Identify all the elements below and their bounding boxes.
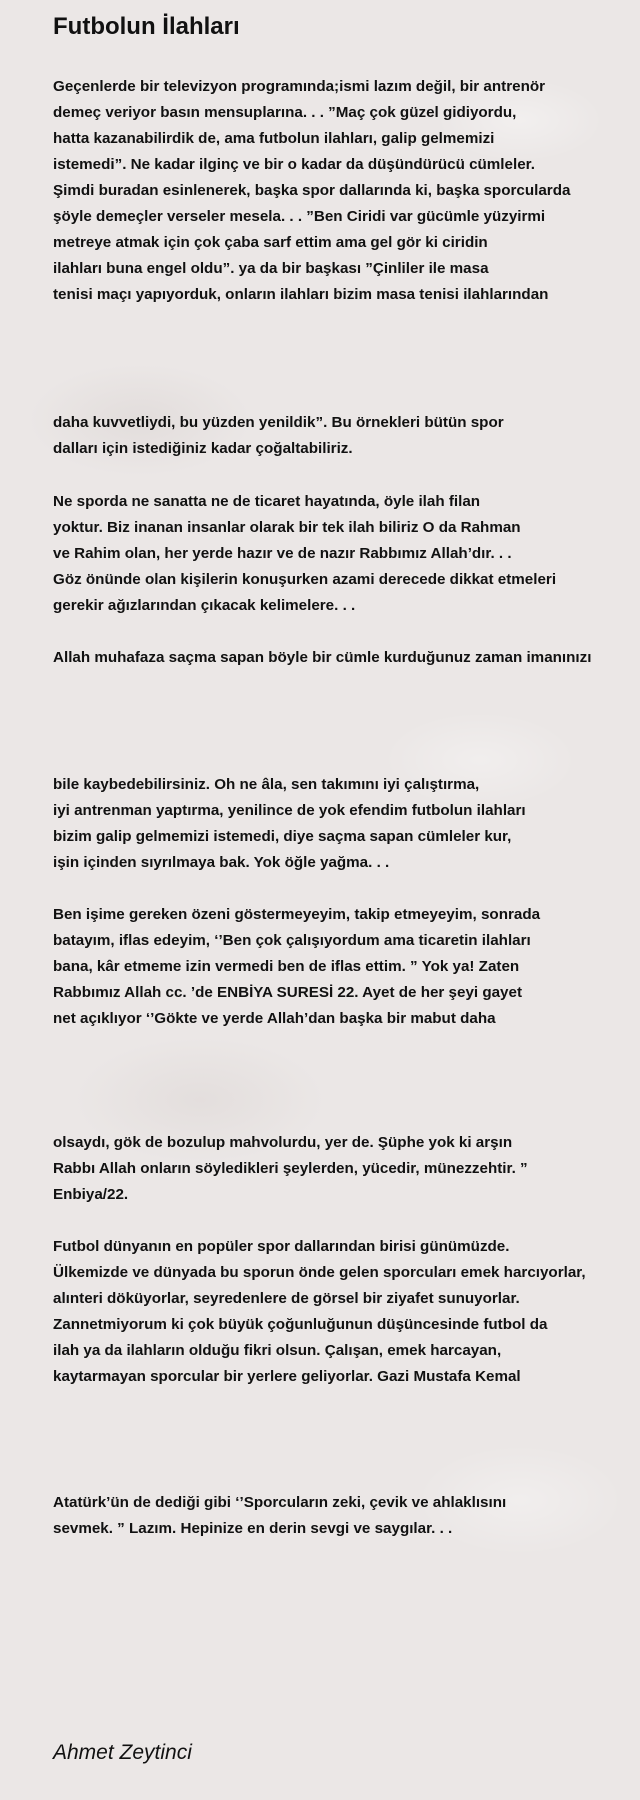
text-line: metreye atmak için çok çaba sarf ettim ama gel gör ki ciridin [53,234,488,251]
text-line: Ben işime gereken özeni göstermeyeyim, takip etmeyeyim, sonrada [53,906,541,923]
poem-title: Futbolun İlahları [53,13,240,40]
text-line: ilahları buna engel oldu”. ya da bir başkası ”Çinliler ile masa [53,260,489,277]
text-line: kaytarmayan sporcular bir yerlere geliyorlar. Gazi Mustafa Kemal [53,1368,521,1385]
text-line: alınteri döküyorlar, seyredenlere de görsel bir ziyafet sunuyorlar. [53,1290,520,1307]
text-line: dalları için istediğiniz kadar çoğaltabiliriz. [53,440,353,457]
text-line: tenisi maçı yapıyorduk, onların ilahları bizim masa tenisi ilahlarından [53,286,549,303]
paragraph-8 [53,1234,633,1390]
text-line: şöyle demeçler verseler mesela. . . ”Ben Ciridi var gücümle yüzyirmi [53,208,546,225]
text-line: net açıklıyor ‘’Gökte ve yerde Allah’dan başka bir mabut daha [53,1010,496,1027]
text-line: bana, kâr etmeme izin vermedi ben de iflas ettim. ” Yok ya! Zaten [53,958,520,975]
author-signature: Ahmet Zeytinci [53,1741,192,1764]
paragraph-7 [53,1130,633,1208]
text-line: daha kuvvetliydi, bu yüzden yenildik”. Bu örnekleri bütün spor [53,414,504,431]
text-line: ilah ya da ilahların olduğu fikri olsun. Çalışan, emek harcayan, [53,1342,502,1359]
text-line: işin içinden sıyrılmaya bak. Yok öğle yağma. . . [53,854,390,871]
text-line: hatta kazanabilirdik de, ama futbolun ilahları, galip gelmemizi [53,130,495,147]
text-line: Şimdi buradan esinlenerek, başka spor dallarında ki, başka sporcularda [53,182,571,199]
text-line: yoktur. Biz inanan insanlar olarak bir tek ilah biliriz O da Rahman [53,519,521,536]
paragraph-4 [53,645,633,671]
text-line: istemedi”. Ne kadar ilginç ve bir o kadar da düşündürücü cümleler. [53,156,535,173]
text-line: Ülkemizde ve dünyada bu sporun önde gelen sporcuları emek harcıyorlar, [53,1264,586,1281]
text-line: batayım, iflas edeyim, ‘’Ben çok çalışıyordum ama ticaretin ilahları [53,932,531,949]
text-line: Ne sporda ne sanatta ne de ticaret hayatında, öyle ilah filan [53,493,481,510]
text-line: sevmek. ” Lazım. Hepinize en derin sevgi ve saygılar. . . [53,1520,453,1537]
text-line: bizim galip gelmemizi istemedi, diye saçma sapan cümleler kur, [53,828,512,845]
text-line: gerekir ağızlarından çıkacak kelimelere. . . [53,597,356,614]
text-line: Rabbı Allah onların söyledikleri şeylerden, yücedir, münezzehtir. ” [53,1160,528,1177]
text-line: demeç veriyor basın mensuplarına. . . ”Maç çok güzel gidiyordu, [53,104,517,121]
text-line: iyi antrenman yaptırma, yenilince de yok efendim futbolun ilahları [53,802,526,819]
text-line: Geçenlerde bir televizyon programında;ismi lazım değil, bir antrenör [53,78,546,95]
text-line: Allah muhafaza saçma sapan böyle bir cümle kurduğunuz zaman imanınızı [53,649,592,666]
text-line: ve Rahim olan, her yerde hazır ve de nazır Rabbımız Allah’dır. . . [53,545,512,562]
paragraph-9 [53,1490,633,1542]
paragraph-1 [53,74,633,308]
text-line: Futbol dünyanın en popüler spor dallarından birisi günümüzde. [53,1238,510,1255]
text-line: Enbiya/22. [53,1186,129,1203]
text-line: Rabbımız Allah cc. ’de ENBİYA SURESİ 22. Ayet de her şeyi gayet [53,984,523,1001]
text-line: Zannetmiyorum ki çok büyük çoğunluğunun düşüncesinde futbol da [53,1316,548,1333]
text-line: olsaydı, gök de bozulup mahvolurdu, yer de. Şüphe yok ki arşın [53,1134,513,1151]
paragraph-2 [53,410,633,462]
text-line: Göz önünde olan kişilerin konuşurken azami derecede dikkat etmeleri [53,571,557,588]
text-line: Atatürk’ün de dediği gibi ‘’Sporcuların zeki, çevik ve ahlaklısını [53,1494,507,1511]
paragraph-6 [53,902,633,1032]
paragraph-3 [53,489,633,619]
paragraph-5 [53,772,633,876]
text-line: bile kaybedebilirsiniz. Oh ne âla, sen takımını iyi çalıştırma, [53,776,480,793]
